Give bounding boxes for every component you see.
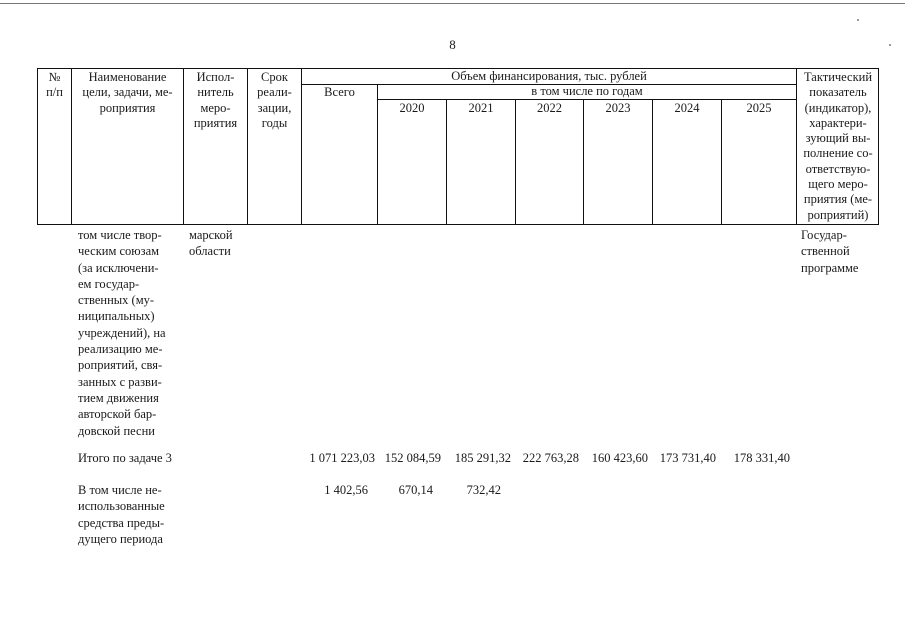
- header-by-years: в том числе по годам: [531, 84, 643, 98]
- row-value: 670,14: [398, 483, 433, 497]
- header-year: 2025: [746, 101, 772, 115]
- header-year: 2021: [468, 101, 494, 115]
- table-header: [37, 68, 879, 225]
- page-number: 8: [449, 37, 456, 52]
- header-year: 2022: [537, 101, 562, 115]
- header-year: 2020: [399, 101, 425, 115]
- header-no: № п/п: [46, 70, 63, 100]
- header-year: 2024: [674, 101, 700, 115]
- scan-mark: [889, 44, 891, 46]
- scan-mark: [857, 19, 859, 21]
- row-label: Итого по задаче 3: [78, 451, 172, 465]
- row-value: 178 331,40: [733, 451, 790, 465]
- header-financing: Объем финансирования, тыс. рублей: [451, 69, 647, 83]
- row-value: 222 763,28: [522, 451, 579, 465]
- row-value: 160 423,60: [591, 451, 648, 465]
- row-value: 732,42: [466, 483, 501, 497]
- continuation-indicator: Государ- ственной программе: [801, 228, 859, 275]
- row-label: В том числе не- использованные средства преды- дущего периода: [78, 483, 165, 546]
- row-value: 1 071 223,03: [309, 451, 375, 465]
- header-name: Наименование цели, задачи, ме- роприятия: [82, 70, 173, 115]
- header-indicator: Тактический показатель (индикатор), характери- зующий вы- полнение со- ответствую- щего меро- приятия (ме- роприятий): [803, 70, 873, 222]
- scan-border-top: [0, 3, 905, 4]
- header-term: Срок реали- зации, годы: [257, 70, 292, 130]
- row-value: 185 291,32: [454, 451, 511, 465]
- row-value: 1 402,56: [324, 483, 368, 497]
- continuation-name: том числе твор- ческим союзам (за исключени- ем государ- ственных (му- ниципальных) учреждений), на реализацию ме- роприятий, свя- занных с разви- тием движения авторской бар- довской песни: [78, 228, 166, 438]
- row-value: 173 731,40: [659, 451, 716, 465]
- header-year: 2023: [605, 101, 631, 115]
- header-executor: Испол- нитель меро- приятия: [193, 70, 238, 130]
- continuation-executor: марской области: [189, 228, 233, 259]
- header-total: Всего: [324, 85, 355, 99]
- row-value: 152 084,59: [384, 451, 441, 465]
